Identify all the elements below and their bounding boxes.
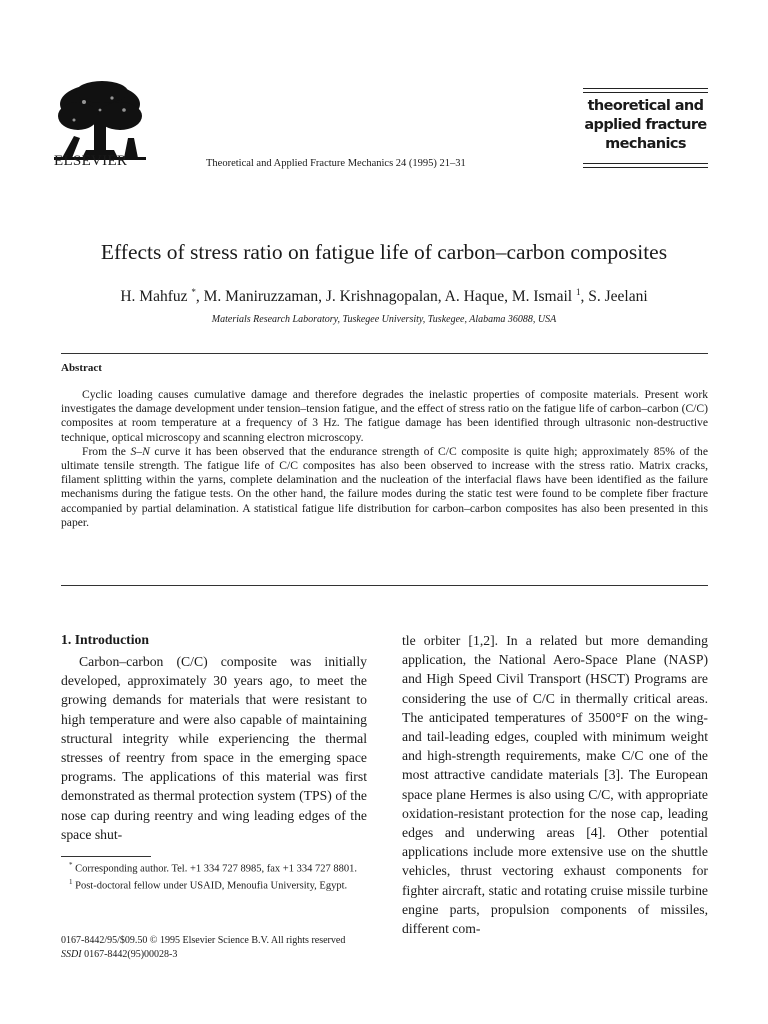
journal-title-line: mechanics — [605, 136, 686, 152]
paper-title: Effects of stress ratio on fatigue life of carbon–carbon composites — [100, 240, 668, 264]
journal-reference: Theoretical and Applied Fracture Mechanics 24 (1995) 21–31 — [206, 158, 466, 169]
body-column-right — [402, 631, 708, 938]
body-paragraph: tle orbiter [1,2]. In a related but more demanding application, the National Aero-Space Plane (NASP) and High Speed Civil Transport (HSCT) Programs are considering the use of C/C in thermally critical areas. The anticipated temperatures of 3500°F on the wing- and tail-leading edges, coupled with minimum weight and high-strength requirements, make C/C one of the most attractive candidate materials [3]. The European space plane Hermes is also using C/C, with appropriate oxidation-resistant protection for the nose cap, leading edges and underwing areas [4]. Other potential applications include more extensive use on the shuttle vehicles, thrust vectoring exhaust components for fighter aircraft, static and rotating cruise missile turbine engine parts, propulsion components of missiles, different com- — [402, 633, 708, 937]
abstract-top-rule — [61, 353, 708, 354]
footnote-marker: * — [69, 861, 73, 869]
journal-title-rule-top — [583, 88, 708, 89]
abstract-text-run: From the — [82, 444, 131, 458]
affiliation: Materials Research Laboratory, Tuskegee University, Tuskegee, Alabama 36088, USA — [211, 314, 557, 325]
abstract-paragraph: Cyclic loading causes cumulative damage and therefore degrades the inelastic properties of composite materials. Present work investigates the damage development under tension–tension fatigue, and the effect of stress ratio on the fatigue life of carbon–carbon (C/C) composites at room temperature at a frequency of 3 Hz. The fatigue damage has been identified through ultrasonic non-destructive technique, optical microscopy and scanning electron microscopy. — [61, 388, 708, 444]
footnote — [61, 859, 367, 876]
author-name: H. Mahfuz — [120, 288, 188, 306]
abstract-heading: Abstract — [61, 362, 102, 374]
footnotes — [61, 859, 367, 893]
journal-title-rule-bottom-2 — [583, 167, 708, 168]
footnote — [61, 876, 367, 893]
copyright-line: 0167-8442/95/$09.50 © 1995 Elsevier Science B.V. All rights reserved — [61, 935, 346, 946]
author-names: , M. Maniruzzaman, J. Krishnagopalan, A. Haque, M. Ismail — [195, 288, 573, 306]
section-heading: 1. Introduction — [61, 632, 149, 647]
journal-title-line: theoretical and — [587, 98, 704, 114]
abstract-paragraph — [61, 445, 708, 530]
publisher-name: ELSEVIER — [54, 153, 128, 169]
journal-title — [583, 97, 708, 154]
abstract-bottom-rule — [61, 585, 708, 586]
body-column-left — [61, 652, 367, 844]
ssdi-label: SSDI — [61, 948, 82, 960]
footnote-marker: 1 — [69, 877, 73, 886]
footnote-text: Post-doctoral fellow under USAID, Menoufia University, Egypt. — [72, 880, 348, 892]
footnote-marker: 1 — [575, 287, 581, 297]
body-paragraph: Carbon–carbon (C/C) composite was initially developed, approximately 30 years ago, to meet the growing demands for materials that were resistant to high temperature and were also capable of maintaining structural integrity while experiencing the thermal stresses of reentry from space in the emerging space programs. The applications of this material was first demonstrated as thermal protection system (TPS) of the nose cap during reentry and wing leading edges of the space shut- — [61, 654, 367, 842]
abstract-body — [61, 388, 708, 530]
ssdi-line — [61, 948, 345, 962]
copyright-block — [61, 934, 345, 961]
author-list — [0, 287, 768, 306]
abstract-text-run: curve it has been observed that the endurance strength of C/C composite is quite high; approximately 85% of the ultimate tensile strength. The fatigue life of C/C composites has also been observed to increase with the stress ratio. Matrix cracks, filament splitting within the yarns, complete delamination and the nucleation of the interfacial flaws have been identified as the failure mechanisms during the fatigue tests. On the other hand, the failure modes during the static test were found to be complete fiber fracture accompanied by partial delamination. A statistical fatigue life distribution for carbon–carbon composites has also been presented in this paper. — [61, 444, 708, 529]
footnote-rule — [61, 856, 151, 857]
sn-curve-term: S–N — [130, 444, 150, 458]
journal-title-rule-top-2 — [583, 92, 708, 93]
ssdi-value: 0167-8442(95)00028-3 — [81, 948, 178, 960]
elsevier-tree-logo-icon — [54, 80, 146, 160]
journal-title-rule-bottom — [583, 163, 708, 164]
footnote-marker: * — [191, 287, 196, 297]
author-name: , S. Jeelani — [580, 288, 648, 306]
journal-title-line: applied fracture — [584, 117, 707, 133]
footnote-text: Corresponding author. Tel. +1 334 727 8985, fax +1 334 727 8801. — [72, 863, 357, 875]
